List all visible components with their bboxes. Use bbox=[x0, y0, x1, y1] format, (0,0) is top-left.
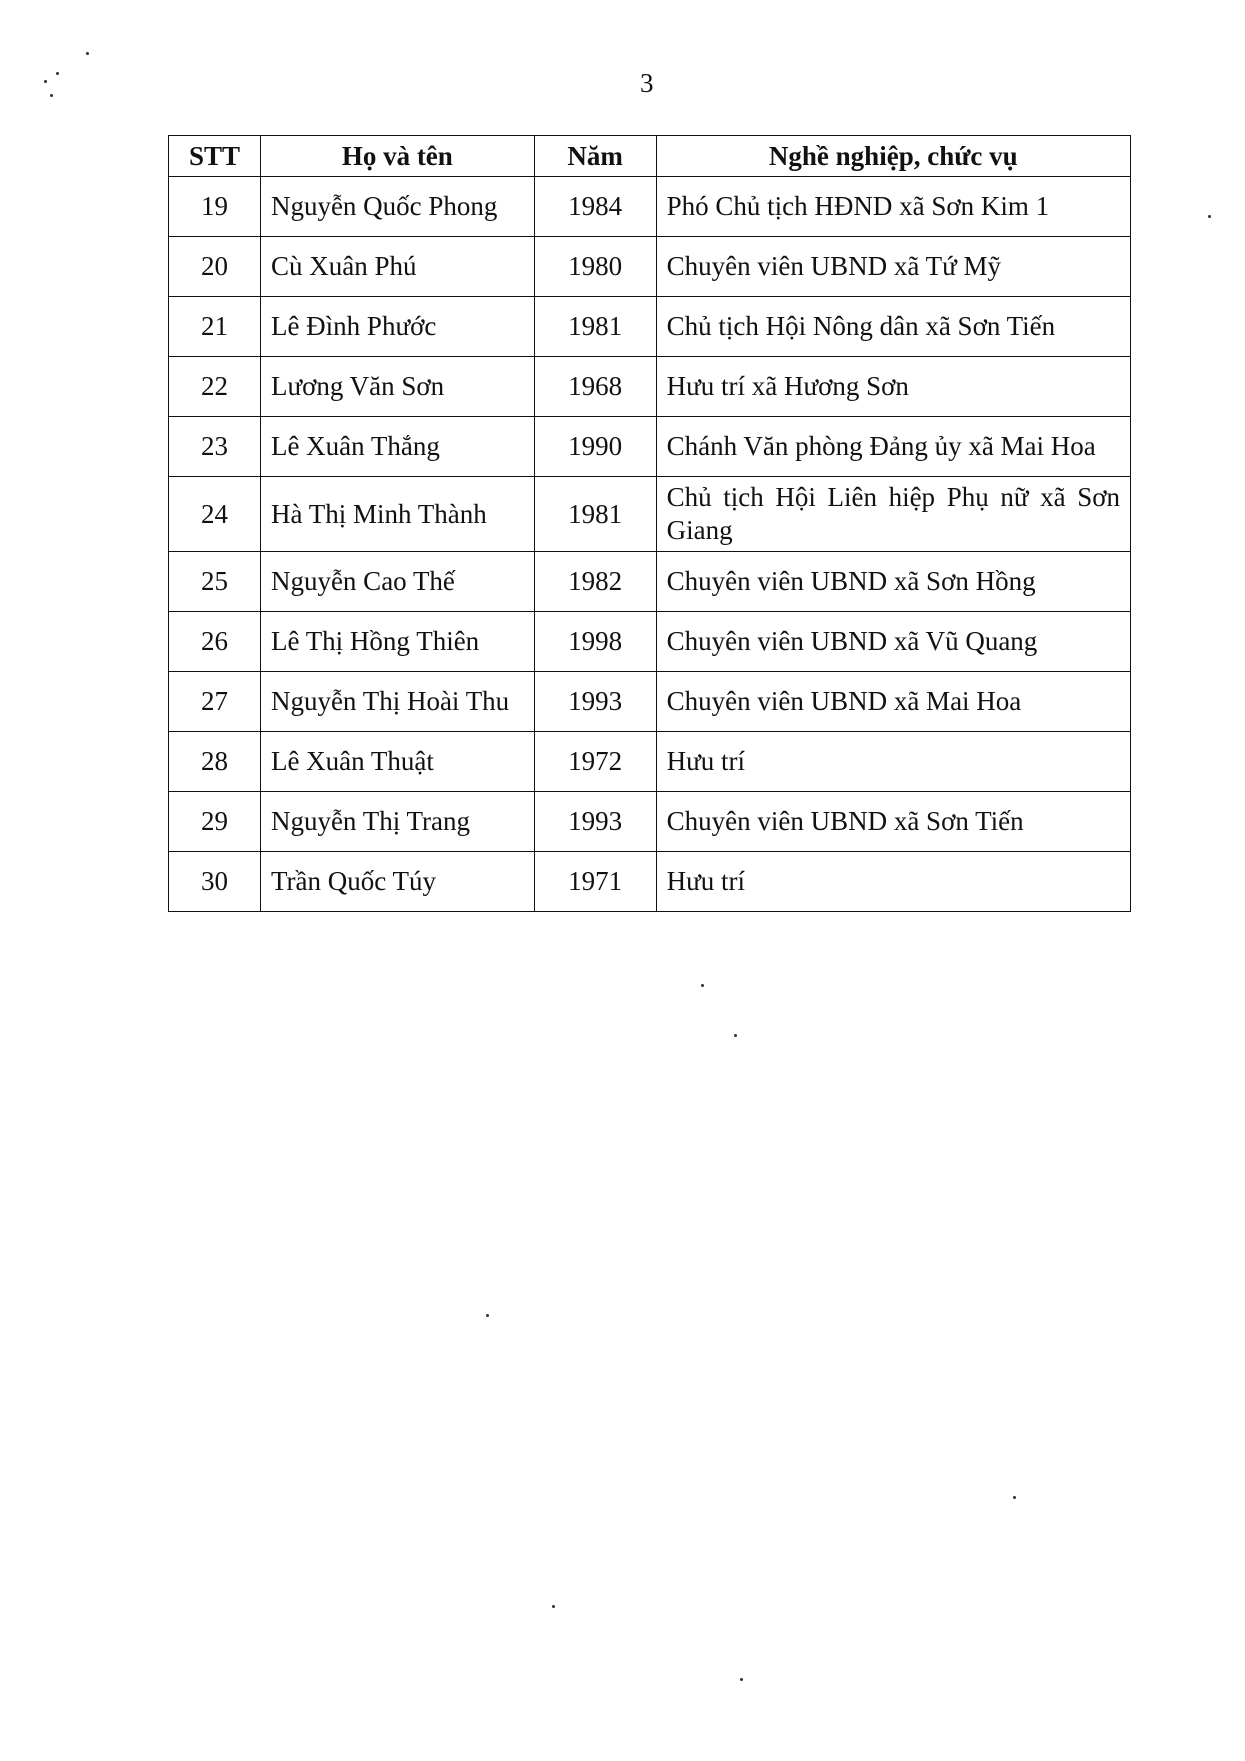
cell-stt: 28 bbox=[169, 732, 261, 792]
table-row bbox=[169, 852, 1131, 912]
scan-speck bbox=[86, 52, 89, 55]
table-row bbox=[169, 672, 1131, 732]
scan-speck bbox=[56, 72, 59, 75]
cell-stt: 27 bbox=[169, 672, 261, 732]
page-number: 3 bbox=[640, 68, 654, 98]
cell-stt: 20 bbox=[169, 237, 261, 297]
scan-speck bbox=[1013, 1496, 1016, 1499]
cell-name: Trần Quốc Túy bbox=[260, 852, 534, 912]
cell-job: Chuyên viên UBND xã Vũ Quang bbox=[656, 612, 1130, 672]
scan-speck bbox=[734, 1034, 737, 1037]
cell-job: Phó Chủ tịch HĐND xã Sơn Kim 1 bbox=[656, 177, 1130, 237]
cell-name: Nguyễn Thị Hoài Thu bbox=[260, 672, 534, 732]
cell-name: Cù Xuân Phú bbox=[260, 237, 534, 297]
scan-speck bbox=[552, 1605, 555, 1608]
cell-name: Lê Xuân Thắng bbox=[260, 417, 534, 477]
table-header-row bbox=[169, 136, 1131, 177]
cell-job: Chủ tịch Hội Liên hiệp Phụ nữ xã Sơn Giang bbox=[656, 477, 1130, 552]
table-row bbox=[169, 357, 1131, 417]
cell-stt: 19 bbox=[169, 177, 261, 237]
cell-year: 1993 bbox=[534, 792, 656, 852]
cell-name: Nguyễn Cao Thế bbox=[260, 552, 534, 612]
cell-stt: 21 bbox=[169, 297, 261, 357]
cell-job: Chuyên viên UBND xã Tứ Mỹ bbox=[656, 237, 1130, 297]
cell-year: 1981 bbox=[534, 477, 656, 552]
header-name: Họ và tên bbox=[260, 136, 534, 177]
cell-year: 1998 bbox=[534, 612, 656, 672]
table-row bbox=[169, 297, 1131, 357]
cell-stt: 24 bbox=[169, 477, 261, 552]
scan-speck bbox=[486, 1314, 489, 1317]
scan-speck bbox=[44, 80, 47, 83]
cell-stt: 30 bbox=[169, 852, 261, 912]
cell-stt: 22 bbox=[169, 357, 261, 417]
table-row bbox=[169, 177, 1131, 237]
scan-speck bbox=[740, 1678, 743, 1681]
header-year: Năm bbox=[534, 136, 656, 177]
cell-job: Chuyên viên UBND xã Mai Hoa bbox=[656, 672, 1130, 732]
cell-name: Lê Đình Phước bbox=[260, 297, 534, 357]
header-stt: STT bbox=[169, 136, 261, 177]
table-row bbox=[169, 612, 1131, 672]
cell-year: 1968 bbox=[534, 357, 656, 417]
cell-stt: 29 bbox=[169, 792, 261, 852]
cell-name: Lương Văn Sơn bbox=[260, 357, 534, 417]
cell-stt: 25 bbox=[169, 552, 261, 612]
scan-speck bbox=[50, 94, 53, 97]
cell-stt: 26 bbox=[169, 612, 261, 672]
cell-name: Hà Thị Minh Thành bbox=[260, 477, 534, 552]
table-row bbox=[169, 477, 1131, 552]
table-row bbox=[169, 237, 1131, 297]
cell-year: 1981 bbox=[534, 297, 656, 357]
cell-name: Lê Xuân Thuật bbox=[260, 732, 534, 792]
cell-job: Hưu trí bbox=[656, 732, 1130, 792]
table-row bbox=[169, 417, 1131, 477]
table-row bbox=[169, 732, 1131, 792]
scan-speck bbox=[1208, 215, 1211, 218]
cell-name: Lê Thị Hồng Thiên bbox=[260, 612, 534, 672]
cell-job: Hưu trí xã Hương Sơn bbox=[656, 357, 1130, 417]
cell-name: Nguyễn Quốc Phong bbox=[260, 177, 534, 237]
cell-year: 1990 bbox=[534, 417, 656, 477]
cell-job: Chánh Văn phòng Đảng ủy xã Mai Hoa bbox=[656, 417, 1130, 477]
cell-year: 1971 bbox=[534, 852, 656, 912]
cell-stt: 23 bbox=[169, 417, 261, 477]
table-row bbox=[169, 552, 1131, 612]
cell-job: Chuyên viên UBND xã Sơn Hồng bbox=[656, 552, 1130, 612]
cell-year: 1980 bbox=[534, 237, 656, 297]
cell-year: 1993 bbox=[534, 672, 656, 732]
cell-year: 1982 bbox=[534, 552, 656, 612]
scan-speck bbox=[701, 984, 704, 987]
header-job: Nghề nghiệp, chức vụ bbox=[656, 136, 1130, 177]
cell-year: 1984 bbox=[534, 177, 656, 237]
cell-job: Chủ tịch Hội Nông dân xã Sơn Tiến bbox=[656, 297, 1130, 357]
cell-year: 1972 bbox=[534, 732, 656, 792]
cell-name: Nguyễn Thị Trang bbox=[260, 792, 534, 852]
table-row bbox=[169, 792, 1131, 852]
personnel-table bbox=[168, 135, 1131, 912]
cell-job: Hưu trí bbox=[656, 852, 1130, 912]
cell-job: Chuyên viên UBND xã Sơn Tiến bbox=[656, 792, 1130, 852]
